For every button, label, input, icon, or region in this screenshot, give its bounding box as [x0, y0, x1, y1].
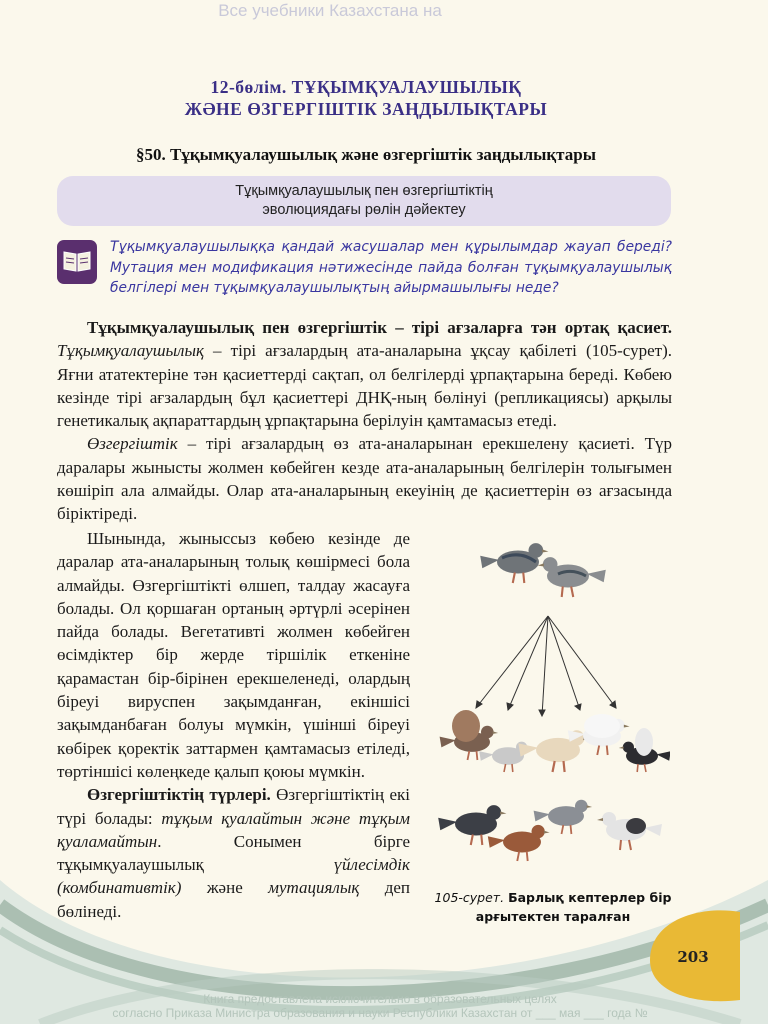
- watermark-top: Все учебники Казахстана на: [218, 1, 442, 20]
- caption-number: 105-сурет.: [434, 890, 505, 905]
- variability-types-text-c: және: [181, 878, 269, 898]
- objective-line2: эволюциядағы рөлін дәйектеу: [262, 202, 466, 218]
- watermark-bottom-line1: Книга предоставлена исключительно в образовательных целях: [203, 992, 557, 1006]
- variability-text: – тірі ағзалардың өз ата-аналарынан ерекшелену қасиеті. Түр даралары жынысты жолмен көбейген кезде ата-аналарының белгілерін толығымен көшіріп ала алмайды. Олар ата-аналарының екеуінің де қасиеттерін өз ағзасында біріктіреді.: [57, 434, 672, 524]
- page-number: 203: [677, 948, 709, 966]
- paragraph-asexual: Шынында, жыныссыз көбею кезінде де даралар ата-аналарының толық көшірмесі бола алмайды. Өзгергіштікті өлшеп, талдау жасауға болады. Ол қоршаған ортаның әртүрлі әсерінен пайда болады. Вегетативті жолмен көбейген өсімдіктер бір жерде тіршілік еткеніне қарамастан бір-бірінен ерекшеленеді, олардың біреуі вируспен зақымданған, екіншісі зақымданбаған болуы мүмкін, үшінші біреуі көбірек қоректік заттармен қамтамасыз етіледі, төртіншісі көлеңкеде қалып қоюы мүмкін.: [57, 529, 410, 781]
- chapter-title-line2: ЖӘНЕ ӨЗГЕРГІШТІК ЗАҢДЫЛЫҚТАРЫ: [184, 99, 548, 119]
- section-title: §50. Тұқымқуалаушылық және өзгергіштік заңдылықтары: [136, 145, 596, 164]
- term-combinative: үйлесімдік (комбинативтік): [57, 855, 410, 898]
- caption-text-line2: арғытектен таралған: [475, 909, 631, 924]
- variability-types-text-b: . Сонымен бірге тұқымқуалаушылық: [57, 831, 410, 875]
- variability-types-text-a: Өзгергіштіктің екі түрі болады:: [57, 785, 410, 828]
- question-text: Тұқымқуалаушылыққа қандай жасушалар мен құрылымдар жауап береді? Мутация мен модификация нәтижесінде пайда болған тұқымқуалаушылық белгілері мен тұқымқуалаушылықтың айырмашылығы неде?: [110, 239, 672, 296]
- chapter-title-line1: 12-бөлім. ТҰҚЫМҚУАЛАУШЫЛЫҚ: [210, 77, 522, 97]
- variability-types-heading: Өзгергіштіктің түрлері.: [87, 785, 271, 805]
- term-hereditary: тұқым қуалайтын және тұқым қуаламайтын: [57, 808, 410, 851]
- objective-line1: Тұқымқуалаушылық пен өзгергіштіктің: [235, 183, 493, 199]
- heredity-definition-bold: Тұқымқуалаушылық пен өзгергіштік – тірі ағзаларға тән ортақ қасиет.: [87, 318, 672, 337]
- heredity-term: Тұқымқуалаушылық: [57, 341, 204, 361]
- watermark-bottom-line2: согласно Приказа Министра образования и науки Республики Казахстан от ___ мая ___ года №: [112, 1006, 648, 1020]
- term-mutational: мутациялық: [268, 878, 360, 898]
- variability-types-text-d: деп бөлінеді.: [57, 878, 410, 921]
- variability-term: Өзгергіштік: [87, 434, 178, 454]
- heredity-text: – тірі ағзалардың ата-аналарына ұқсау қабілеті (105-сурет). Яғни ататектеріне тән қасиеттерді сақтап, ол белгілерді ұрпақтарына береді. Көбею кезінде тірі ағзалардың бұл қасиеттері ДНҚ-ның бөлінуі (репликациясы) арқылы генетикалық ақпараттардың ұрпақтарына берілуін қамтамасыз етеді.: [57, 341, 672, 431]
- watermark-bottom: [80, 992, 680, 1020]
- caption-text-line1: Барлық кептерлер бір: [508, 890, 672, 905]
